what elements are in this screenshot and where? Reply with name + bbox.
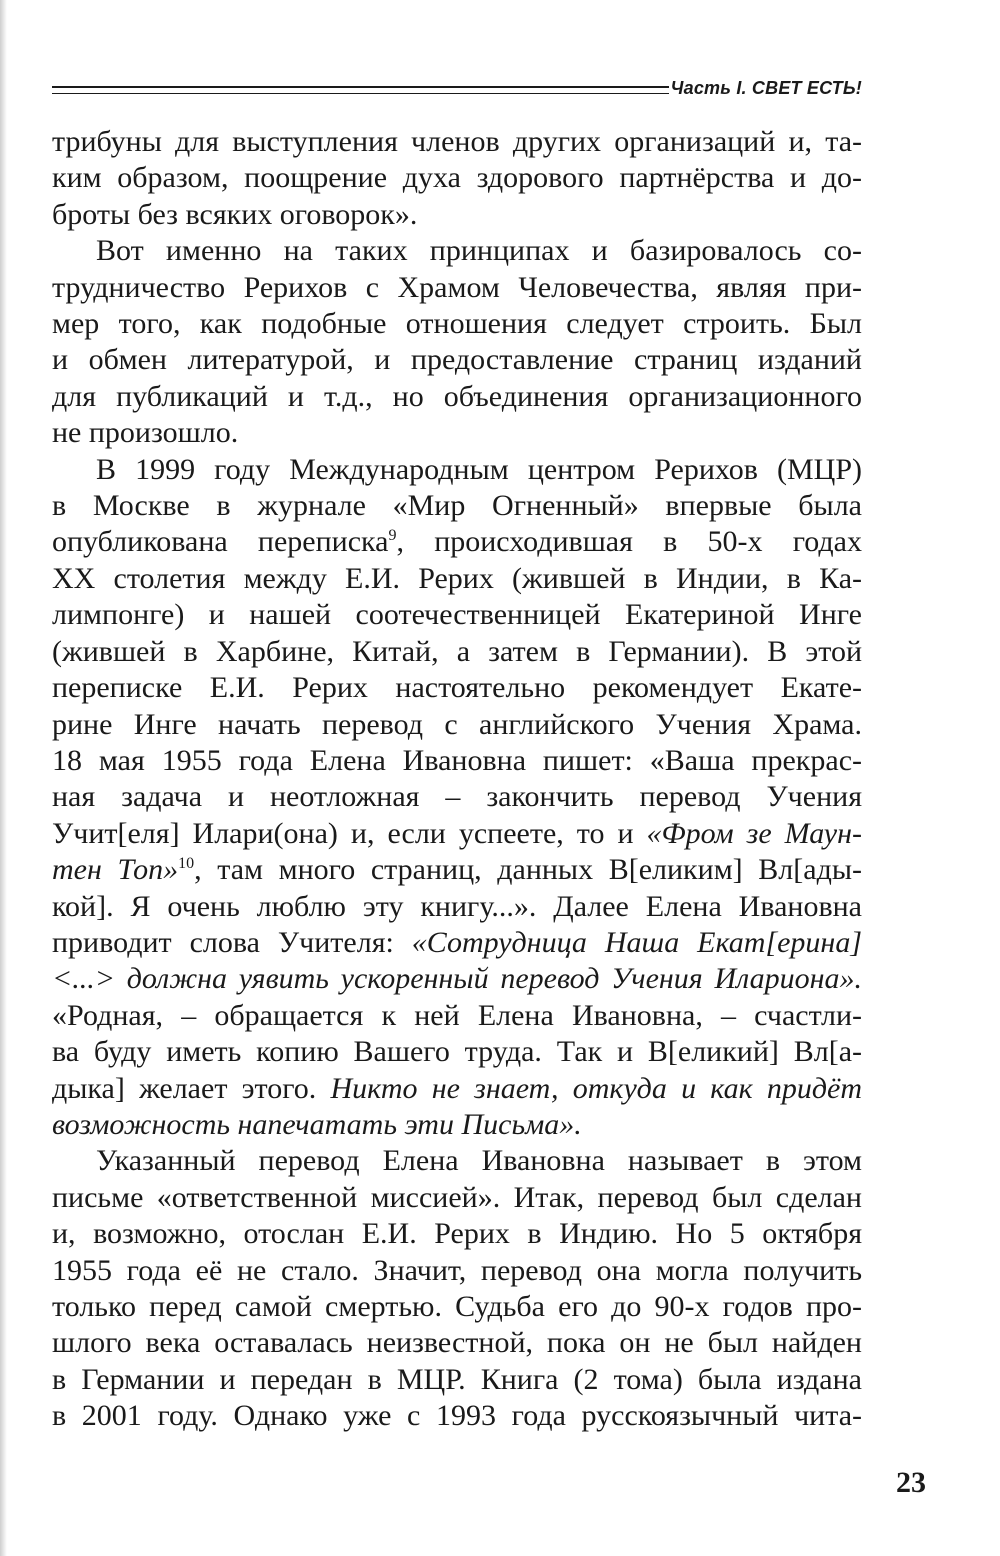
- text-line: для публикаций и т.д., но объединения организационного: [52, 379, 862, 413]
- text-line: и обмен литературой, и предоставление страниц изданий: [52, 343, 862, 377]
- text-line: <...> должна уявить ускоренный перевод Учения Илариона».: [52, 962, 862, 996]
- text-line: переписке Е.И. Рерих настоятельно рекомендует Екате-: [52, 671, 862, 705]
- italic-segment: Никто не знает, откуда и как придёт: [330, 1071, 862, 1105]
- text-line: В 1999 году Международным центром Рерихов (МЦР): [96, 452, 862, 486]
- italic-segment: «Сотрудница Наша Екат[ерина]: [411, 925, 862, 959]
- main-text: [52, 124, 862, 1435]
- text-line: трибуны для выступления членов других организаций и, та-: [52, 125, 862, 158]
- text-segment: приводит слова Учителя:: [52, 925, 412, 959]
- text-line: 1955 года её не стало. Значит, перевод она могла получить: [52, 1253, 862, 1287]
- text-line: 18 мая 1955 года Елена Ивановна пишет: «Ваша прекрас-: [52, 743, 862, 777]
- text-line: [52, 925, 862, 961]
- text-line: письме «ответственной миссией». Итак, перевод был сделан: [52, 1180, 862, 1214]
- page-edge-shadow: [0, 0, 7, 1556]
- running-header: [52, 76, 862, 100]
- italic-segment: тен Топ»: [52, 853, 179, 887]
- running-header-title: Часть I. СВЕТ ЕСТЬ!: [670, 77, 862, 98]
- text-line: ким образом, поощрение духа здорового партнёрства и до-: [52, 161, 862, 195]
- text-line: трудничество Рерихов с Храмом Человечества, являя при-: [52, 270, 862, 304]
- text-line: шлого века оставалась неизвестной, пока он не был найден: [52, 1326, 862, 1360]
- text-line: мер того, как подобные отношения следует строить. Был: [52, 307, 862, 341]
- text-line: рине Инге начать перевод с английского Учения Храма.: [52, 707, 862, 741]
- text-line: в Германии и передан в МЦР. Книга (2 тома) была издана: [52, 1362, 862, 1396]
- text-line: броты без всяких оговорок».: [52, 197, 418, 231]
- text-segment: опубликована переписка: [52, 525, 389, 559]
- text-line: «Родная, – обращается к ней Елена Ивановна, – счастли-: [52, 998, 862, 1032]
- text-line: возможность напечатать эти Письма».: [52, 1107, 582, 1141]
- italic-segment: «Фром зе Маун-: [646, 816, 862, 850]
- text-line: и, возможно, отослан Е.И. Рерих в Индию. Но 5 октября: [52, 1217, 862, 1251]
- text-segment: , происходившая в 50-х годах: [396, 525, 862, 559]
- text-line: [52, 1071, 862, 1107]
- text-line: XX столетия между Е.И. Рерих (жившей в Индии, в Ка-: [52, 561, 862, 595]
- text-segment: дыка] желает этого.: [52, 1071, 331, 1105]
- page-number: 23: [896, 1466, 926, 1499]
- footnote-marker: 10: [178, 855, 195, 873]
- text-line: только перед самой смертью. Судьба его до 90-х годов про-: [52, 1290, 862, 1323]
- text-line: кой]. Я очень люблю эту книгу...». Далее Елена Ивановна: [52, 889, 862, 923]
- text-line: ва буду иметь копию Вашего труда. Так и В[еликий] Вл[а-: [52, 1035, 862, 1069]
- text-line: [52, 524, 862, 560]
- text-line: (жившей в Харбине, Китай, а затем в Германии). В этой: [52, 634, 862, 668]
- text-line: Вот именно на таких принципах и базировалось со-: [96, 234, 862, 268]
- text-line: в Москве в журнале «Мир Огненный» впервые была: [52, 489, 862, 523]
- text-line: [52, 852, 862, 888]
- header-rule: [52, 86, 669, 94]
- text-line: [52, 816, 862, 852]
- text-line: не произошло.: [52, 416, 239, 450]
- text-segment: Учит[еля] Илари(она) и, если успеете, то и: [52, 816, 647, 850]
- text-line: лимпонге) и нашей соотечественницей Екатериной Инге: [52, 598, 862, 632]
- text-segment: , там много страниц, данных В[еликим] Вл[ады-: [194, 853, 862, 887]
- text-line: в 2001 году. Однако уже с 1993 года русскоязычный чита-: [52, 1399, 862, 1433]
- text-line: ная задача и неотложная – закончить перевод Учения: [52, 780, 862, 814]
- footnote-marker: 9: [388, 527, 397, 545]
- text-line: Указанный перевод Елена Ивановна называет в этом: [96, 1144, 862, 1178]
